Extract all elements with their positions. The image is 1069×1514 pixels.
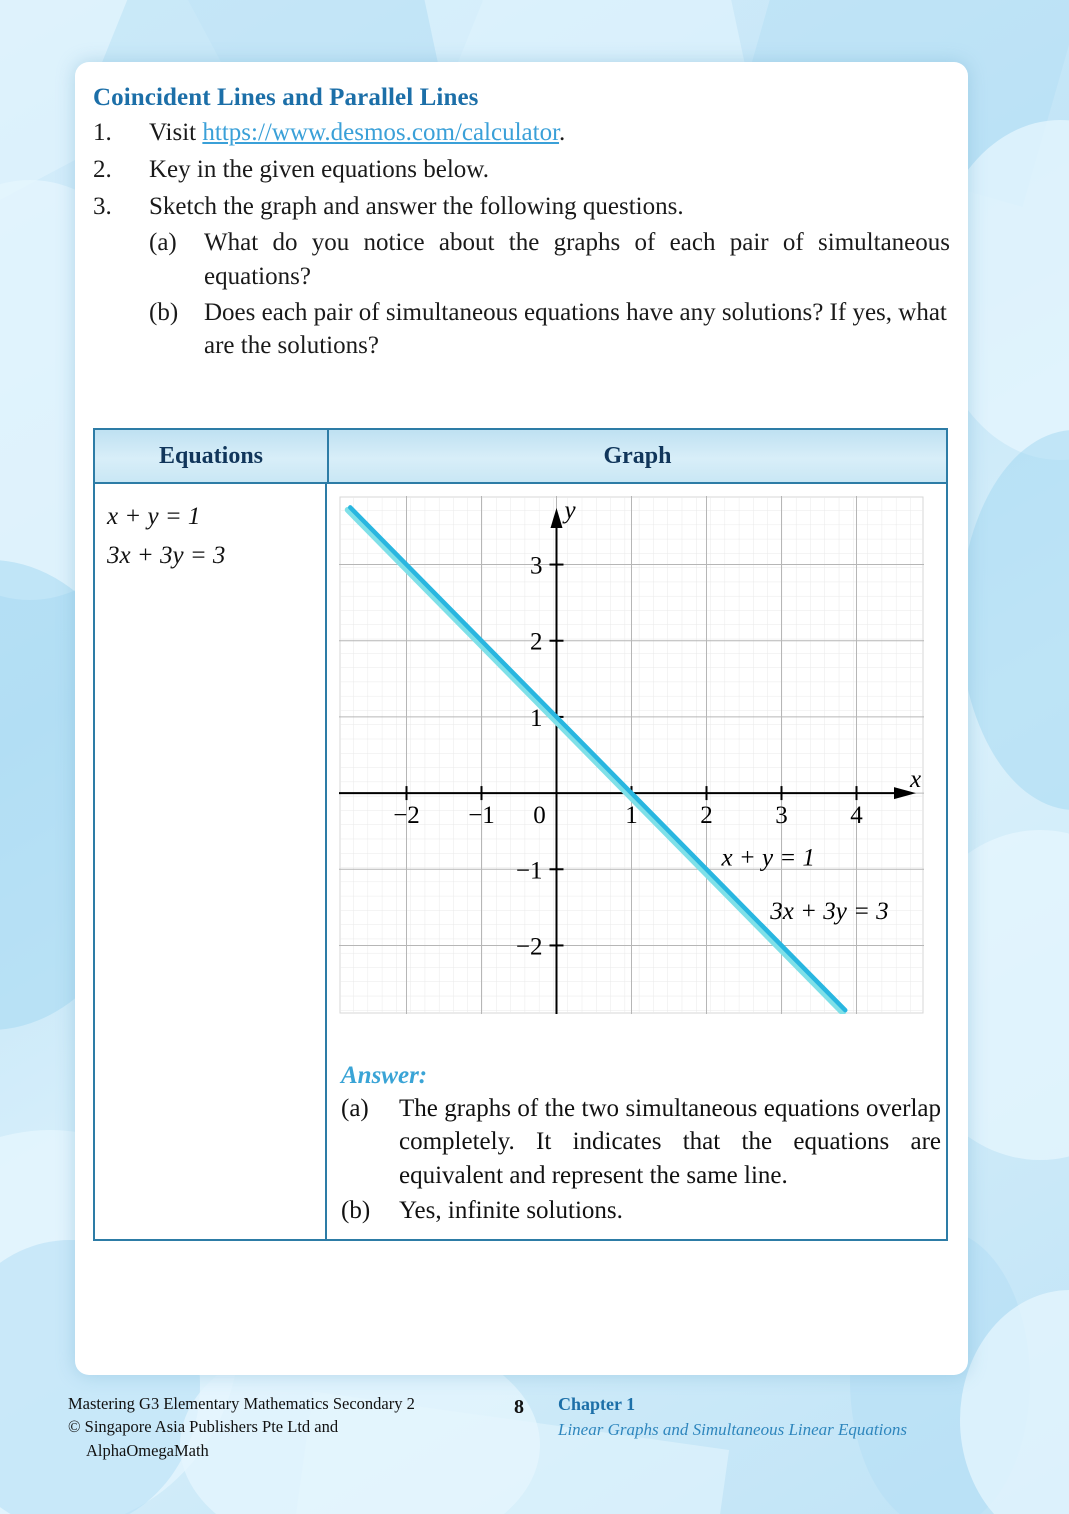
chapter-title: Linear Graphs and Simultaneous Linear Equations <box>558 1419 907 1439</box>
step-text-before: Visit <box>149 119 203 146</box>
svg-text:x: x <box>910 766 922 794</box>
cell-equations <box>95 484 327 1241</box>
svg-text:−1: −1 <box>515 857 543 885</box>
equations-graph-table <box>93 428 948 1241</box>
svg-text:2: 2 <box>700 802 713 830</box>
svg-text:−2: −2 <box>393 802 420 830</box>
answer-text: The graphs of the two simultaneous equations overlap completely. It indicates that the equations are equivalent and represent the same line. <box>399 1095 941 1189</box>
column-header-graph: Graph <box>603 442 672 469</box>
page-title: Coincident Lines and Parallel Lines <box>93 84 479 111</box>
footer-chapter <box>550 1392 1008 1441</box>
question-text: What do you notice about the graphs of each pair of simultaneous equations? <box>204 229 950 290</box>
step-number: 3. <box>93 192 112 220</box>
page-number: 8 <box>514 1396 524 1418</box>
question-label: (a) <box>149 229 177 257</box>
svg-text:3: 3 <box>530 552 543 580</box>
question-text: Does each pair of simultaneous equations have any solutions? If yes, what are the solutions? <box>204 298 947 359</box>
step-text: Key in the given equations below. <box>149 155 489 183</box>
step-number: 2. <box>93 155 112 183</box>
answer-item-b <box>341 1194 941 1227</box>
svg-text:3x + 3y = 3: 3x + 3y = 3 <box>770 897 889 925</box>
svg-text:x + y = 1: x + y = 1 <box>721 844 815 872</box>
step-text <box>149 116 950 150</box>
footer-book-title: Mastering G3 Elementary Mathematics Secondary 2 <box>68 1394 415 1413</box>
step-text: Sketch the graph and answer the following questions. <box>149 192 684 220</box>
svg-text:1: 1 <box>530 704 543 732</box>
svg-text:2: 2 <box>530 628 543 656</box>
svg-text:−2: −2 <box>515 933 543 961</box>
svg-text:4: 4 <box>850 802 863 830</box>
graph-svg <box>339 496 924 1014</box>
equation-2: 3x + 3y = 3 <box>107 541 226 569</box>
step-item-3 <box>93 190 950 224</box>
answer-label: (a) <box>341 1095 369 1122</box>
table-header-row <box>95 430 946 484</box>
equation-1: x + y = 1 <box>107 503 201 530</box>
answer-text: Yes, infinite solutions. <box>399 1196 623 1224</box>
desmos-link[interactable]: https://www.desmos.com/calculator <box>202 119 560 146</box>
footer-publisher <box>68 1392 488 1462</box>
svg-text:y: y <box>564 497 576 524</box>
page-footer <box>68 1392 1008 1462</box>
column-header-equations: Equations <box>95 430 329 482</box>
question-label: (b) <box>149 298 179 326</box>
footer-copyright: © Singapore Asia Publishers Pte Ltd and <box>68 1417 339 1437</box>
svg-text:0: 0 <box>533 802 546 830</box>
step-number: 1. <box>93 119 112 146</box>
answer-item-a <box>341 1092 941 1192</box>
coordinate-graph <box>339 496 924 1014</box>
step-item-1 <box>93 116 950 150</box>
answer-heading: Answer: <box>341 1062 428 1089</box>
worksheet-content <box>93 84 950 362</box>
answer-label: (b) <box>341 1196 371 1224</box>
question-item-a <box>93 226 950 293</box>
table-body-row <box>95 484 946 1241</box>
bg-shape <box>960 430 1069 810</box>
chapter-label: Chapter 1 <box>558 1394 636 1414</box>
svg-text:3: 3 <box>775 802 788 830</box>
svg-text:−1: −1 <box>468 802 495 830</box>
footer-imprint: AlphaOmegaMath <box>86 1440 209 1460</box>
step-text-after: . <box>559 119 566 146</box>
cell-graph <box>327 484 946 1241</box>
svg-text:1: 1 <box>625 802 638 830</box>
step-item-2 <box>93 153 950 187</box>
answer-block <box>341 1062 941 1227</box>
question-item-b <box>93 296 950 363</box>
